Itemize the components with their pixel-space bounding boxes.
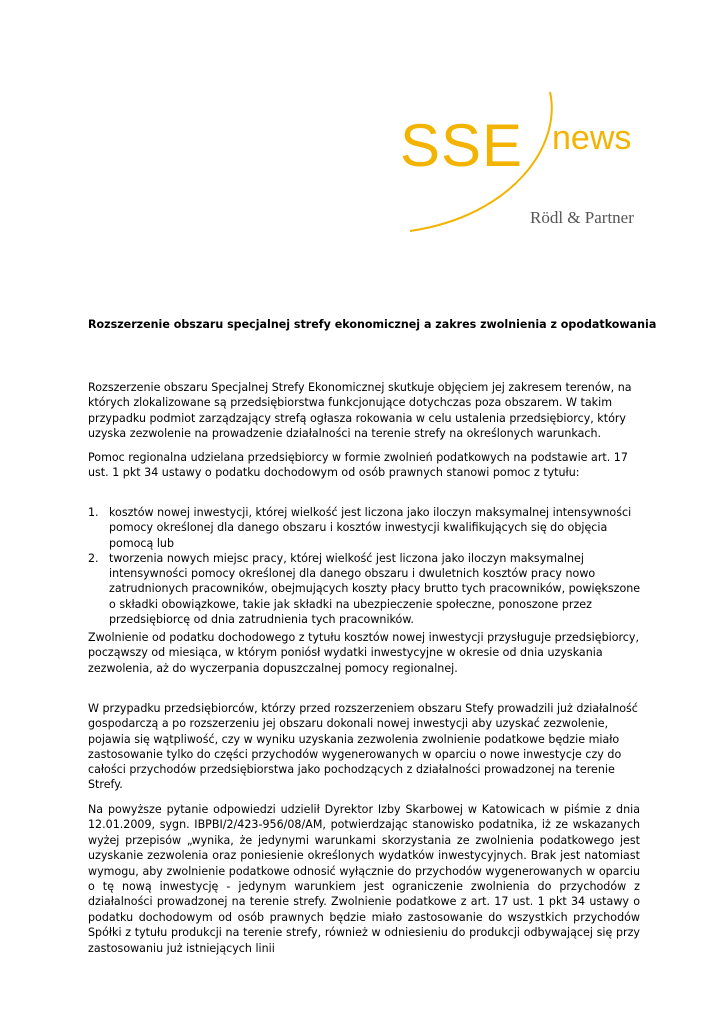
paragraph-exemption: Zwolnienie od podatku dochodowego z tytułu kosztów nowej inwestycji przysługuje przedsiębiorcy, począwszy od miesiąca, w którym poniósł wydatki inwestycyjne w okresie od dnia uzyskania zezwolenia, aż do wyczerpania dopuszczalnej pomocy regionalnej. (88, 631, 639, 675)
paragraph-question: W przypadku przedsiębiorców, którzy przed rozszerzeniem obszaru Stefy prowadzili już działalność gospodarczą a po rozszerzeniu jej obszaru dokonali nowej inwestycji aby uzyskać zezwolenie, pojawia się wątpliwość, czy w wyniku uzyskania zezwolenia zwolnienie podatkowe będzie miało zastosowanie tylko do części przychodów wygenerowanych w oparciu o nowe inwestycje czy do całości przychodów przedsiębiorstwa jako pochodzących z działalności prowadzonej na terenie Strefy. (88, 702, 638, 792)
aid-list (88, 505, 643, 627)
paragraph-tax-ruling: Na powyższe pytanie odpowiedzi udzielił Dyrektor Izby Skarbowej w Katowicach w piśmie z dnia 12.01.2009, sygn. IBPBI/2/423-956/08/AM, potwierdzając stanowisko podatnika, iż ze wskazanych wyżej przepisów „wynika, że jedynymi warunkami skorzystania ze zwolnienia podatkowego jest uzyskanie zezwolenia oraz poniesienie określonych wydatków inwestycyjnych. Brak jest natomiast wymogu, aby zwolnienie podatkowe odnosić wyłącznie do przychodów wygenerowanych w oparciu o tę nową inwestycję - jedynym warunkiem jest ograniczenie zwolnienia do przychodów z działalności prowadzonej na terenie strefy. Zwolnienie podatkowe z art. 17 ust. 1 pkt 34 ustawy o podatku dochodowym od osób prawnych będzie miało zastosowanie do wszystkich przychodów Spółki z tytułu produkcji na terenie strefy, również w odniesieniu do produkcji odbywającej się przy zastosowaniu już istniejących linii (88, 803, 640, 955)
list-item (88, 505, 643, 551)
brand-name: Rödl & Partner (530, 208, 634, 227)
sse-news-logo (392, 86, 652, 236)
logo-news-text: news (552, 119, 632, 157)
list-item-number: 2. (88, 551, 99, 565)
paragraph-intro: Rozszerzenie obszaru Specjalnej Strefy Ekonomicznej skutkuje objęciem jej zakresem terenów, na których zlokalizowane są przedsiębiorstwa funkcjonujące dotychczas poza obszarem. W takim przypadku podmiot zarządzający strefą ogłasza rokowania w celu ustalenia przedsiębiorcy, który uzyska zezwolenie na prowadzenie działalności na terenie strefy na określonych warunkach. (88, 381, 632, 440)
list-item (88, 551, 643, 627)
list-item-number: 1. (88, 506, 99, 519)
paragraph-regional-aid: Pomoc regionalna udzielana przedsiębiorcy w formie zwolnień podatkowych na podstawie art. 17 ust. 1 pkt 34 ustawy o podatku dochodowym od osób prawnych stanowi pomoc z tytułu: (88, 451, 628, 480)
list-item-text: tworzenia nowych miejsc pracy, której wielkość jest liczona jako iloczyn maksymalnej intensywności pomocy określonej dla danego obszaru i dwuletnich kosztów pracy nowo zatrudnionych pracowników, obejmujących koszty płacy brutto tych pracowników, powiększone o składki obowiązkowe, takie jak składki na ubezpieczenie społeczne, ponoszone przez przedsiębiorcę od dnia zatrudnienia tych pracowników. (109, 551, 641, 627)
logo-sse-text: SSE (400, 112, 524, 179)
list-item-text: kosztów nowej inwestycji, której wielkość jest liczona jako iloczyn maksymalnej intensywności pomocy określonej dla danego obszaru i kosztów inwestycji kwalifikujących się do objęcia pomocą lub (109, 506, 632, 550)
document-title: Rozszerzenie obszaru specjalnej strefy ekonomicznej a zakres zwolnienia z opodatkowania (88, 318, 657, 331)
